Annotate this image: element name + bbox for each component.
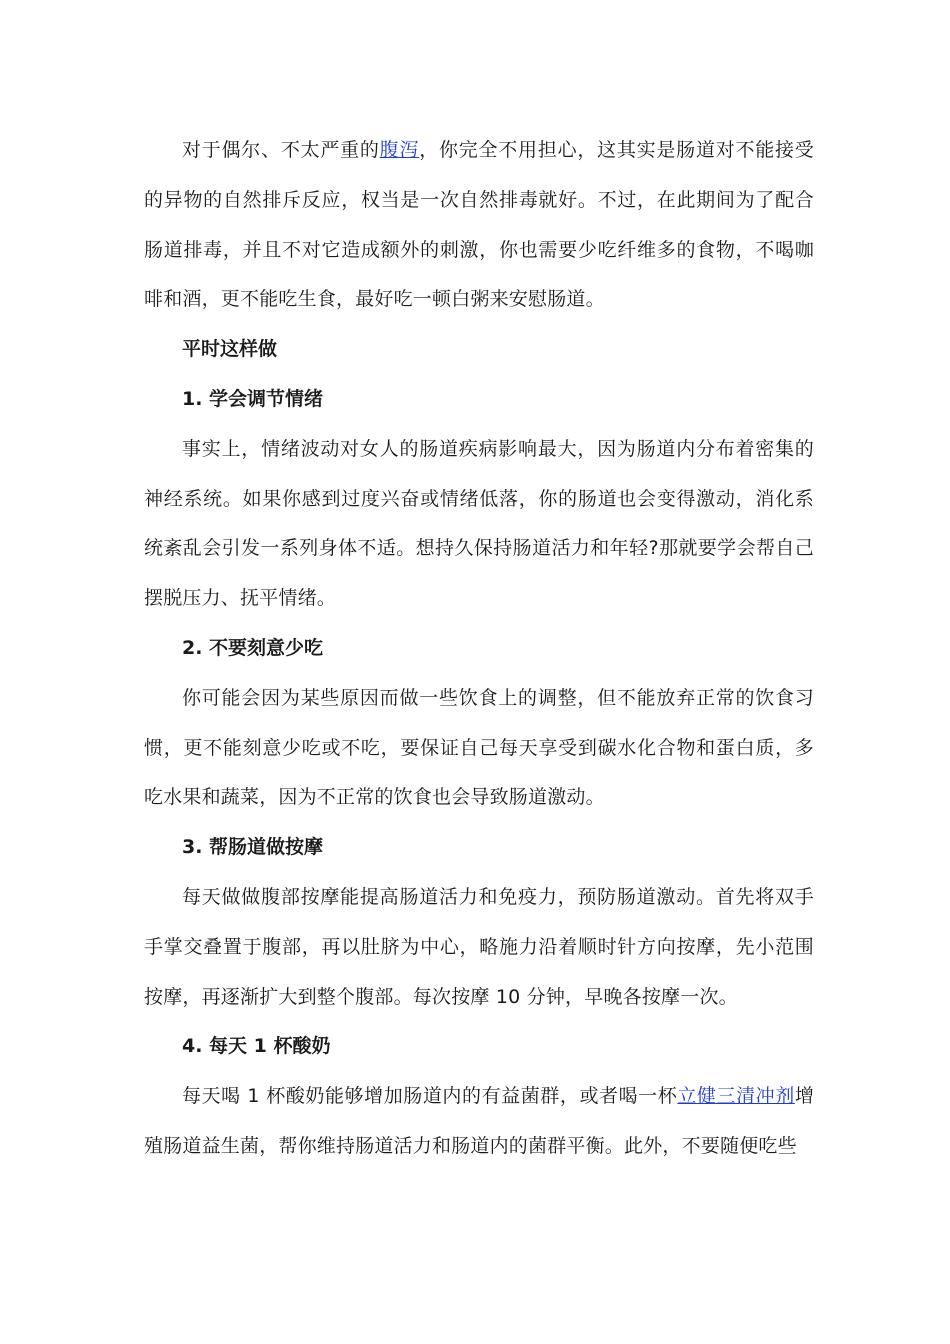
tip-1-title: 1. 学会调节情绪 [182,387,324,410]
tip-4-title: 4. 每天 1 杯酸奶 [182,1035,331,1058]
tip-3-body: 每天做做腹部按摩能提高肠道活力和免疫力，预防肠道激动。首先将双手手掌交叠置于腹部，再以肚脐为中心，略施力沿着顺时针方向按摩，先小范围按摩，再逐渐扩大到整个腹部。每次按摩 10 分钟，早晚各按摩一次。 [144,885,814,1008]
product-link[interactable]: 立健三清冲剂 [677,1085,795,1108]
tip-2-body: 你可能会因为某些原因而做一些饮食上的调整，但不能放弃正常的饮食习惯，更不能刻意少吃或不吃，要保证自己每天享受到碳水化合物和蛋白质，多吃水果和蔬菜，因为不正常的饮食也会导致肠道激动。 [144,686,814,809]
document-page [144,126,814,1172]
tip-4-body [144,1072,814,1172]
tip-4-text-before: 每天喝 1 杯酸奶能够增加肠道内的有益菌群，或者喝一杯 [182,1085,678,1108]
intro-paragraph [144,126,814,325]
section-heading: 平时这样做 [182,338,278,361]
intro-text-before: 对于偶尔、不太严重的 [182,139,380,161]
tip-2-title: 2. 不要刻意少吃 [182,636,324,659]
tip-1-body: 事实上，情绪波动对女人的肠道疾病影响最大，因为肠道内分布着密集的神经系统。如果你感到过度兴奋或情绪低落，你的肠道也会变得激动，消化系统紊乱会引发一系列身体不适。想持久保持肠道活力和年轻?那就要学会帮自己摆脱压力、抚平情绪。 [144,437,814,610]
intro-text-after: ，你完全不用担心，这其实是肠道对不能接受的异物的自然排斥反应，权当是一次自然排毒就好。不过，在此期间为了配合肠道排毒，并且不对它造成额外的刺激，你也需要少吃纤维多的食物，不喝咖啡和酒，更不能吃生食，最好吃一顿白粥来安慰肠道。 [144,139,814,311]
tip-3-title: 3. 帮肠道做按摩 [182,836,324,859]
diarrhea-link[interactable]: 腹泻 [379,139,420,161]
tip-4-text-after: 增殖肠道益生菌，帮你维持肠道活力和肠道内的菌群平衡。此外，不要随便吃些 [144,1085,815,1157]
